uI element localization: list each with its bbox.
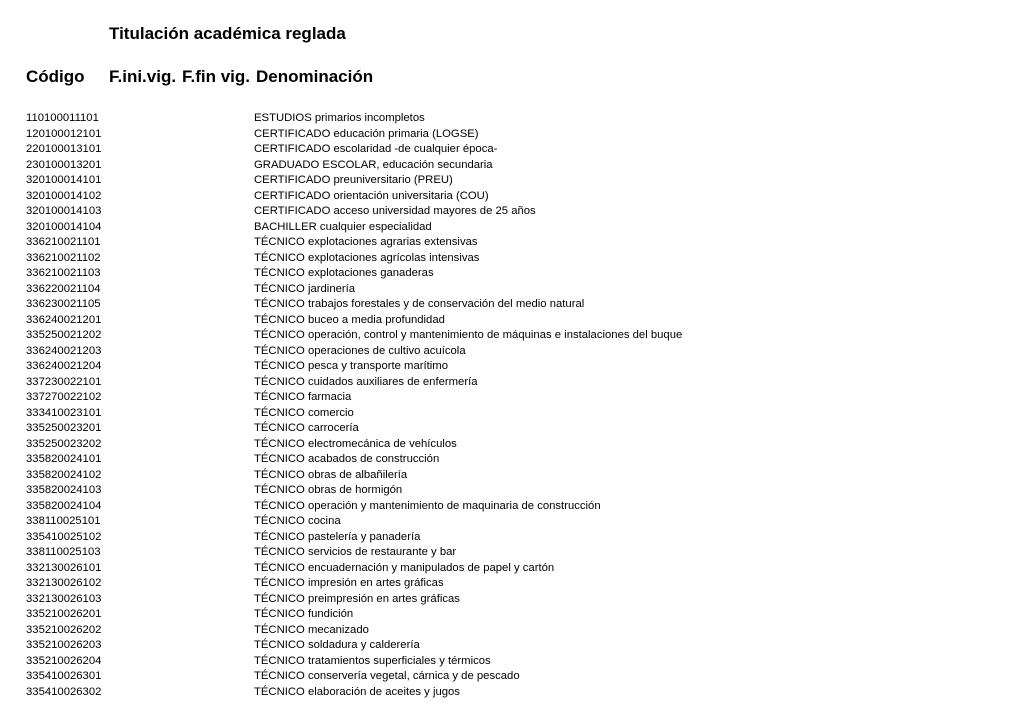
row-denomination: TÉCNICO trabajos forestales y de conservación del medio natural <box>254 298 585 310</box>
table-row <box>0 189 1024 205</box>
row-code: 335410026301 <box>26 670 102 682</box>
table-row <box>0 127 1024 143</box>
row-denomination: TÉCNICO mecanizado <box>254 623 369 636</box>
column-header-code: Código <box>26 67 85 86</box>
table-row <box>0 483 1024 499</box>
row-denomination: TÉCNICO carrocería <box>254 422 359 434</box>
document-title: Titulación académica reglada <box>109 24 346 43</box>
row-denomination: TÉCNICO fundición <box>254 608 354 620</box>
row-code: 336230021105 <box>26 298 101 310</box>
table-row <box>0 204 1024 220</box>
table-row <box>0 390 1024 406</box>
row-denomination: TÉCNICO tratamientos superficiales y térmicos <box>254 654 491 667</box>
row-code: 335250023202 <box>26 437 102 450</box>
table-row <box>0 685 1024 701</box>
row-code: 320100014101 <box>26 174 102 186</box>
row-code: 336240021204 <box>26 360 102 372</box>
table-row <box>0 576 1024 592</box>
row-denomination: TÉCNICO impresión en artes gráficas <box>254 577 444 589</box>
row-denomination: CERTIFICADO preuniversitario (PREU) <box>254 174 453 186</box>
row-code: 337270022102 <box>26 391 102 403</box>
row-denomination: TÉCNICO preimpresión en artes gráficas <box>254 592 460 605</box>
row-denomination: ESTUDIOS primarios incompletos <box>254 112 425 124</box>
row-denomination: BACHILLER cualquier especialidad <box>254 220 432 233</box>
table-row <box>0 592 1024 608</box>
row-denomination: TÉCNICO comercio <box>254 406 354 419</box>
table-row <box>0 514 1024 530</box>
row-code: 336210021101 <box>26 236 101 248</box>
row-denomination: TÉCNICO operación y mantenimiento de maquinaria de construcción <box>254 499 601 512</box>
table-row <box>0 328 1024 344</box>
row-code: 230100013201 <box>26 158 102 171</box>
row-denomination: CERTIFICADO acceso universidad mayores de 25 años <box>254 205 536 217</box>
row-code: 336240021203 <box>26 344 102 357</box>
titles-list <box>0 111 1024 700</box>
row-denomination: TÉCNICO farmacia <box>254 391 352 403</box>
row-denomination: TÉCNICO explotaciones agrarias extensivas <box>254 236 478 248</box>
row-code: 336210021103 <box>26 267 101 279</box>
table-row <box>0 266 1024 282</box>
row-code: 335820024102 <box>26 468 102 481</box>
row-denomination: TÉCNICO conservería vegetal, cárnica y de pescado <box>254 670 520 682</box>
column-header-end-date: F.fin vig. <box>182 67 250 86</box>
row-code: 333410023101 <box>26 406 102 419</box>
row-code: 335210026201 <box>26 608 102 620</box>
table-row <box>0 220 1024 236</box>
table-row <box>0 235 1024 251</box>
row-denomination: CERTIFICADO orientación universitaria (COU) <box>254 189 489 202</box>
table-row <box>0 499 1024 515</box>
table-row <box>0 173 1024 189</box>
table-row <box>0 142 1024 158</box>
table-row <box>0 421 1024 437</box>
table-row <box>0 561 1024 577</box>
table-row <box>0 607 1024 623</box>
row-code: 335210026204 <box>26 654 102 667</box>
row-denomination: TÉCNICO electromecánica de vehículos <box>254 437 457 450</box>
row-denomination: TÉCNICO elaboración de aceites y jugos <box>254 685 460 698</box>
row-code: 335210026202 <box>26 623 102 636</box>
table-row <box>0 623 1024 639</box>
table-row <box>0 406 1024 422</box>
table-row <box>0 437 1024 453</box>
row-code: 337230022101 <box>26 375 102 388</box>
table-row <box>0 359 1024 375</box>
table-row <box>0 158 1024 174</box>
row-denomination: TÉCNICO explotaciones agrícolas intensivas <box>254 251 480 264</box>
row-code: 336220021104 <box>26 282 101 295</box>
row-code: 320100014103 <box>26 205 102 217</box>
row-code: 335820024101 <box>26 453 102 465</box>
row-code: 335250021202 <box>26 329 102 341</box>
table-row <box>0 297 1024 313</box>
row-code: 338110025103 <box>26 546 101 558</box>
row-code: 320100014102 <box>26 189 102 202</box>
table-row <box>0 375 1024 391</box>
row-code: 335210026203 <box>26 639 102 651</box>
row-code: 338110025101 <box>26 515 101 527</box>
row-denomination: TÉCNICO obras de albañilería <box>254 468 408 481</box>
table-row <box>0 669 1024 685</box>
column-header-start-date: F.ini.vig. <box>109 67 177 86</box>
row-denomination: GRADUADO ESCOLAR, educación secundaria <box>254 158 493 171</box>
table-row <box>0 251 1024 267</box>
table-row <box>0 654 1024 670</box>
row-denomination: CERTIFICADO educación primaria (LOGSE) <box>254 127 479 140</box>
table-row <box>0 468 1024 484</box>
row-denomination: TÉCNICO obras de hormigón <box>254 484 403 496</box>
row-code: 335410026302 <box>26 685 102 698</box>
table-row <box>0 638 1024 654</box>
row-denomination: TÉCNICO buceo a media profundidad <box>254 313 445 326</box>
row-denomination: TÉCNICO encuadernación y manipulados de papel y cartón <box>254 561 555 574</box>
row-code: 332130026102 <box>26 577 102 589</box>
row-denomination: TÉCNICO servicios de restaurante y bar <box>254 546 457 558</box>
row-code: 332130026103 <box>26 592 102 605</box>
row-code: 335410025102 <box>26 530 102 543</box>
table-row <box>0 282 1024 298</box>
row-code: 110100011101 <box>26 112 99 124</box>
row-denomination: TÉCNICO pastelería y panadería <box>254 530 421 543</box>
table-row <box>0 344 1024 360</box>
row-code: 335250023201 <box>26 422 102 434</box>
row-denomination: CERTIFICADO escolaridad -de cualquier época- <box>254 143 498 155</box>
row-denomination: TÉCNICO explotaciones ganaderas <box>254 267 434 279</box>
table-row <box>0 313 1024 329</box>
row-code: 332130026101 <box>26 561 102 574</box>
row-code: 335820024103 <box>26 484 102 496</box>
row-code: 120100012101 <box>26 127 102 140</box>
table-row <box>0 545 1024 561</box>
row-code: 336210021102 <box>26 251 101 264</box>
row-denomination: TÉCNICO soldadura y calderería <box>254 639 420 651</box>
row-code: 335820024104 <box>26 499 102 512</box>
column-header-name: Denominación <box>256 67 374 86</box>
table-row <box>0 530 1024 546</box>
row-denomination: TÉCNICO acabados de construcción <box>254 453 440 465</box>
row-code: 320100014104 <box>26 220 102 233</box>
row-denomination: TÉCNICO cuidados auxiliares de enfermería <box>254 375 478 388</box>
row-code: 220100013101 <box>26 143 102 155</box>
row-denomination: TÉCNICO operaciones de cultivo acuícola <box>254 344 466 357</box>
table-row <box>0 111 1024 127</box>
row-denomination: TÉCNICO cocina <box>254 515 341 527</box>
row-code: 336240021201 <box>26 313 102 326</box>
table-row <box>0 452 1024 468</box>
row-denomination: TÉCNICO jardinería <box>254 282 356 295</box>
row-denomination: TÉCNICO operación, control y mantenimiento de máquinas e instalaciones del buque <box>254 329 683 341</box>
row-denomination: TÉCNICO pesca y transporte marítimo <box>254 360 448 372</box>
